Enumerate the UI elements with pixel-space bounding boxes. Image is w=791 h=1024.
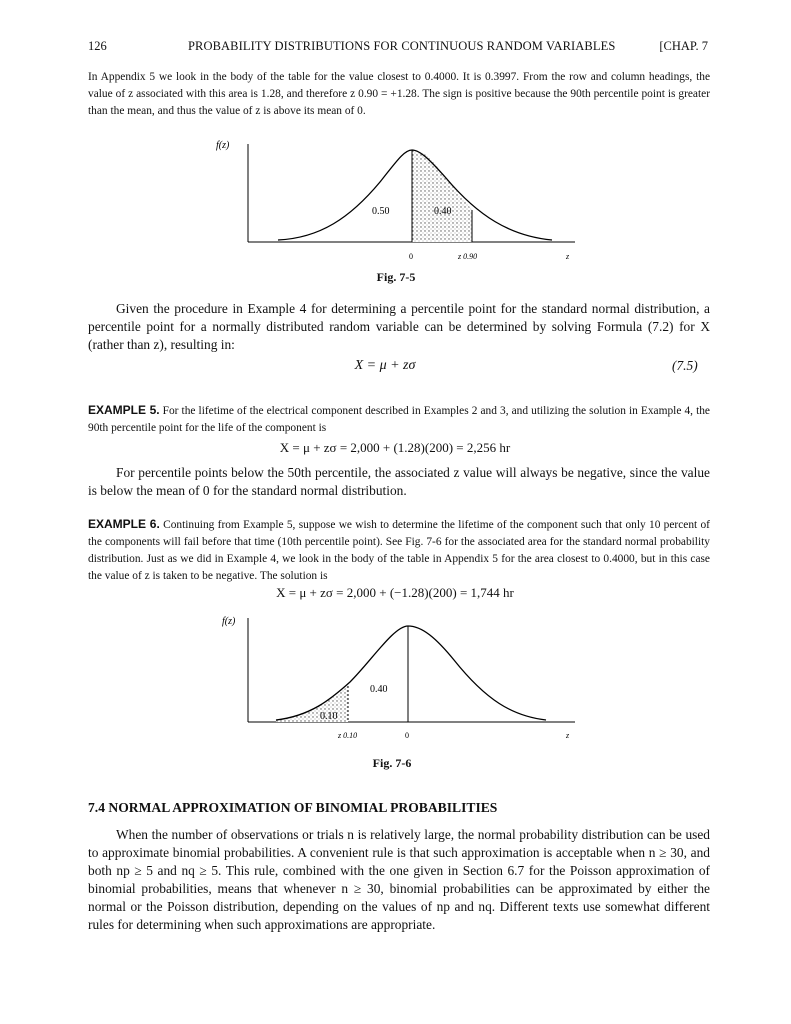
example-6-equation: X = μ + zσ = 2,000 + (−1.28)(200) = 1,744 hr — [276, 585, 514, 600]
fig2-x-zero: 0 — [405, 731, 409, 740]
formula-7-5: X = μ + zσ — [354, 358, 416, 373]
fig1-area-shaded-label: 0.40 — [434, 206, 452, 217]
fig1-y-label: f(z) — [216, 140, 230, 151]
paragraph-below-50th: For percentile points below the 50th percentile, the associated z value will always be negative, since the value is below the mean of 0 for the standard normal distribution. — [88, 465, 710, 498]
example-5-equation: X = μ + zσ = 2,000 + (1.28)(200) = 2,256 hr — [279, 440, 511, 455]
figure-7-5 — [200, 138, 600, 273]
page-number: 126 — [88, 39, 107, 53]
chapter-label: [CHAP. 7 — [659, 39, 708, 53]
example-5-label: EXAMPLE 5. — [88, 403, 160, 417]
fig2-normal-curve — [276, 626, 546, 720]
fig1-x-axis-label: z — [566, 252, 570, 261]
paragraph-binomial-approx: When the number of observations or trials n is relatively large, the normal probability distribution can be used to approximate binomial probabilities. A convenient rule is that such approximation is acceptable when n ≥ 30, and both np ≥ 5 and nq ≥ 5. This rule, combined with the one given in Section 6.7 for the Poisson approximation of binomial probabilities, means that whenever n ≥ 30, binomial probabilities can be approximated by either the normal or the Poisson distribution, depending on the values of np and nq. Different texts use somewhat different rules for determining when such approximations are appropriate. — [88, 827, 710, 932]
section-heading: 7.4 NORMAL APPROXIMATION OF BINOMIAL PROBABILITIES — [88, 800, 498, 815]
fig2-y-label: f(z) — [222, 616, 236, 627]
fig1-x-percentile: z 0.90 — [458, 252, 478, 261]
fig1-area-left-label: 0.50 — [372, 206, 390, 217]
example-6-label: EXAMPLE 6. — [88, 517, 160, 531]
fig2-x-percentile: z 0.10 — [338, 731, 358, 740]
fig2-area-mid-label: 0.40 — [370, 684, 388, 695]
example-6 — [88, 516, 710, 585]
page-header — [88, 39, 708, 57]
figure-7-6 — [200, 612, 600, 747]
running-title: PROBABILITY DISTRIBUTIONS FOR CONTINUOUS RANDOM VARIABLES — [188, 39, 616, 53]
formula-number: (7.5) — [672, 358, 698, 373]
fig1-caption: Fig. 7-5 — [376, 270, 416, 284]
fig2-x-axis-label: z — [566, 731, 570, 740]
intro-paragraph: In Appendix 5 we look in the body of the table for the value closest to 0.4000. It is 0.3997. From the row and column headings, the value of z associated with this area is 1.28, and therefore z 0.90 = +1.28. The sign is positive because the 90th percentile point is greater than the mean, and thus the value of z is above its mean of 0. — [88, 71, 710, 117]
example-6-text: Continuing from Example 5, suppose we wish to determine the lifetime of the component such that only 10 percent of the components will fail before that time (10th percentile point). See Fig. 7-6 for the associated area for the standard normal probability distribution. Just as we did in Example 4, we look in the body of the table in Appendix 5 for the area closest to 0.4000, but in this case the value of z is taken to be negative. The solution is — [88, 519, 710, 582]
example-5 — [88, 402, 710, 437]
fig2-area-tail-label: 0.10 — [320, 711, 338, 722]
example-5-text: For the lifetime of the electrical component described in Examples 2 and 3, and utilizing the solution in Example 4, the 90th percentile point for the life of the component is — [88, 405, 710, 434]
fig1-x-zero: 0 — [409, 252, 413, 261]
paragraph-percentile-procedure: Given the procedure in Example 4 for determining a percentile point for the standard normal distribution, a percentile point for a normally distributed random variable can be determined by solving Formula (7.2) for X (rather than z), resulting in: — [88, 301, 710, 352]
fig2-caption: Fig. 7-6 — [372, 756, 412, 770]
